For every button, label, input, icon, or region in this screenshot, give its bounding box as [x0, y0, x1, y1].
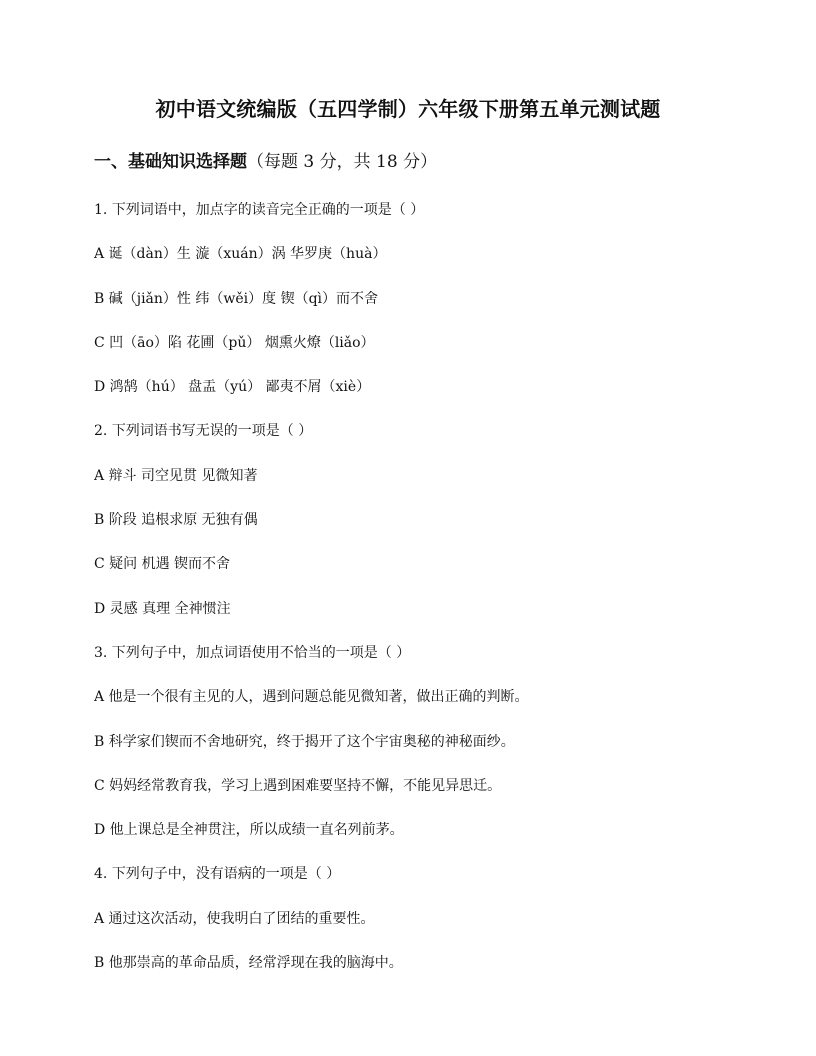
question-3-option-d: D 他上课总是全神贯注，所以成绩一直名列前茅。: [94, 822, 404, 839]
section-heading: [94, 151, 437, 173]
question-4-option-b: B 他那崇高的革命品质，经常浮现在我的脑海中。: [94, 955, 403, 972]
section-heading-label: 一、基础知识选择题: [94, 152, 247, 172]
question-2-option-c: C 疑问 机遇 锲而不舍: [94, 556, 231, 573]
question-1-option-c: C 凹（āo）陷 花圃（pǔ） 烟熏火燎（liǎo）: [94, 334, 375, 351]
question-1-option-a: A 诞（dàn）生 漩（xuán）涡 华罗庚（huà）: [94, 246, 387, 263]
question-4-stem: 4. 下列句子中，没有语病的一项是（ ）: [94, 866, 341, 883]
question-3-stem: 3. 下列句子中，加点词语使用不恰当的一项是（ ）: [94, 644, 411, 661]
question-2-option-b: B 阶段 追根求原 无独有偶: [94, 512, 258, 529]
section-heading-score-note: （每题 3 分，共 18 分）: [247, 152, 438, 172]
question-2-option-d: D 灵感 真理 全神惯注: [94, 600, 231, 617]
question-3-option-c: C 妈妈经常教育我，学习上遇到困难要坚持不懈，不能见异思迁。: [94, 777, 502, 794]
question-2-stem: 2. 下列词语书写无误的一项是（ ）: [94, 423, 313, 440]
question-1-option-b: B 碱（jiǎn）性 纬（wěi）度 锲（qì）而不舍: [94, 290, 379, 307]
document-title: 初中语文统编版（五四学制）六年级下册第五单元测试题: [155, 97, 661, 121]
question-2-option-a: A 辩斗 司空见贯 见微知著: [94, 467, 258, 484]
question-4-option-a: A 通过这次活动，使我明白了团结的重要性。: [94, 910, 375, 927]
question-3-option-a: A 他是一个很有主见的人，遇到问题总能见微知著，做出正确的判断。: [94, 689, 529, 706]
question-3-option-b: B 科学家们锲而不舍地研究，终于揭开了这个宇宙奥秘的神秘面纱。: [94, 733, 515, 750]
question-1-option-d: D 鸿鹄（hú） 盘盂（yú） 鄙夷不屑（xiè）: [94, 379, 371, 396]
question-list: [94, 200, 794, 997]
question-1-stem: 1. 下列词语中，加点字的读音完全正确的一项是（ ）: [94, 202, 425, 218]
